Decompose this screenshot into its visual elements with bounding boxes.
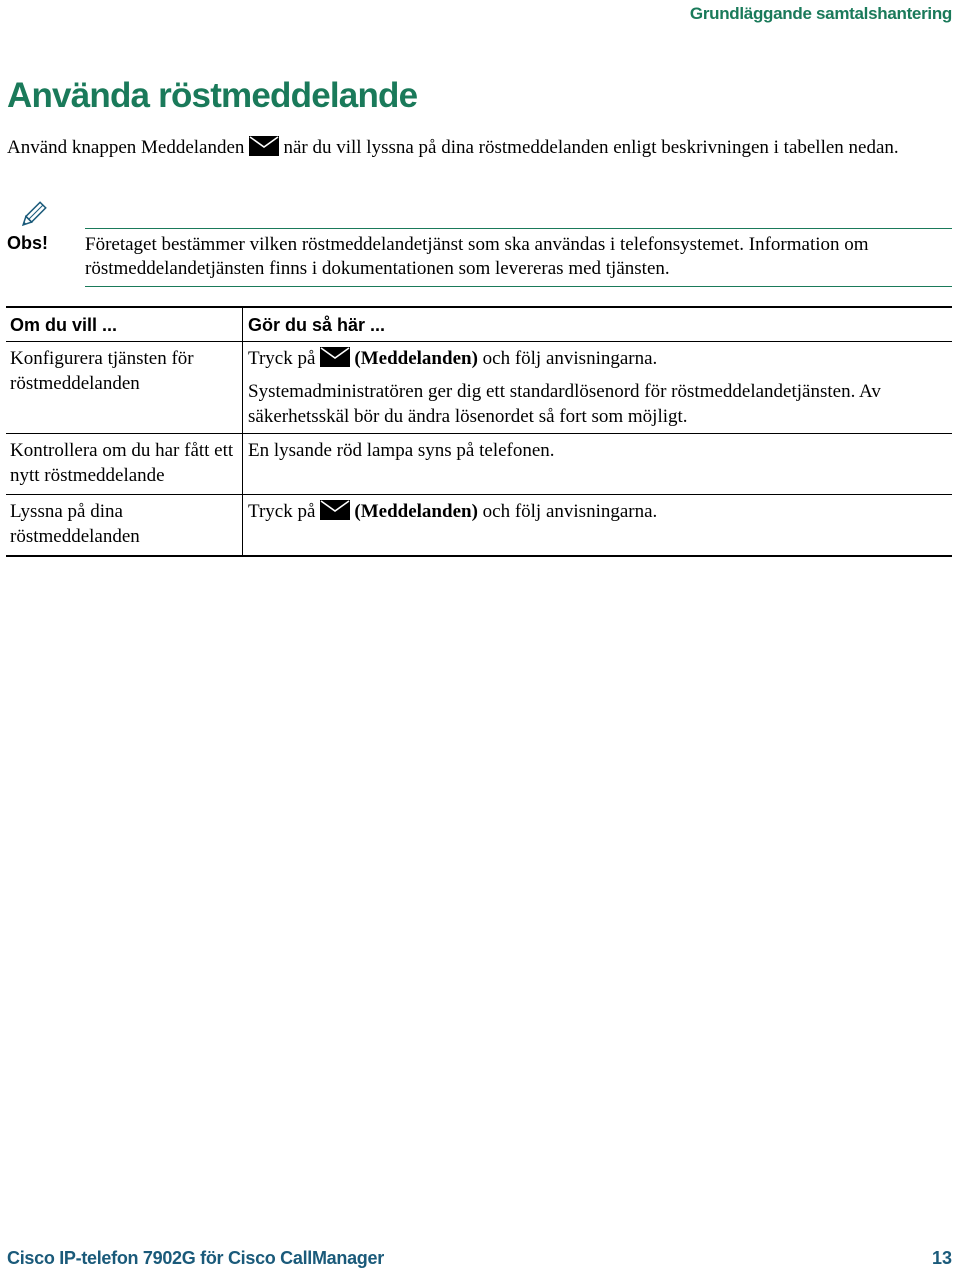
messages-button-name: (Meddelanden) xyxy=(354,348,478,369)
note-divider-top xyxy=(85,228,952,229)
column-header-task: Om du vill ... xyxy=(6,307,243,342)
envelope-icon xyxy=(249,136,279,156)
envelope-icon xyxy=(320,500,350,520)
column-header-steps: Gör du så här ... xyxy=(243,307,953,342)
note-text: Företaget bestämmer vilken röstmeddelandetjänst som ska användas i telefonsystemet. Information om röstmeddelandetjänsten finns i dokumentationen som levereras med tjänsten. xyxy=(85,234,869,279)
steps-cell xyxy=(243,434,953,495)
steps-cell xyxy=(243,342,953,434)
step-line xyxy=(248,346,948,371)
step-text-before: Tryck på xyxy=(248,348,316,369)
step-text-before: Tryck på xyxy=(248,501,316,522)
step-line xyxy=(248,499,948,524)
pencil-icon xyxy=(18,200,48,230)
step-line: En lysande röd lampa syns på telefonen. xyxy=(248,440,555,461)
note-label: Obs! xyxy=(7,233,49,253)
intro-text-before: Använd knappen Meddelanden xyxy=(7,137,245,158)
steps-cell xyxy=(243,495,953,557)
messages-button-name: (Meddelanden) xyxy=(354,501,478,522)
envelope-icon xyxy=(320,347,350,367)
table-row xyxy=(6,342,952,434)
page-number: 13 xyxy=(931,1248,952,1268)
step-text-after: och följ anvisningarna. xyxy=(482,348,658,369)
running-head: Grundläggande samtalshantering xyxy=(689,4,952,23)
procedure-table xyxy=(6,306,952,557)
task-cell: Lyssna på dina röstmeddelanden xyxy=(6,495,243,557)
intro-text-after: när du vill lyssna på dina röstmeddelanden enligt beskrivningen i tabellen nedan. xyxy=(283,137,899,158)
task-cell: Kontrollera om du har fått ett nytt röstmeddelande xyxy=(6,434,243,495)
step-line: Systemadministratören ger dig ett standardlösenord för röstmeddelandetjänsten. Av säkerhetsskäl bör du ändra lösenordet så fort som möjligt. xyxy=(248,381,881,427)
step-text-after: och följ anvisningarna. xyxy=(482,501,658,522)
table-header-row xyxy=(6,307,952,342)
task-cell: Konfigurera tjänsten för röstmeddelanden xyxy=(6,342,243,434)
footer-title: Cisco IP-telefon 7902G för Cisco CallManager xyxy=(7,1248,384,1268)
table-row xyxy=(6,495,952,557)
table-row xyxy=(6,434,952,495)
note-divider-bottom xyxy=(85,286,952,287)
page-title: Använda röstmeddelande xyxy=(7,76,418,115)
intro-paragraph xyxy=(7,135,952,160)
